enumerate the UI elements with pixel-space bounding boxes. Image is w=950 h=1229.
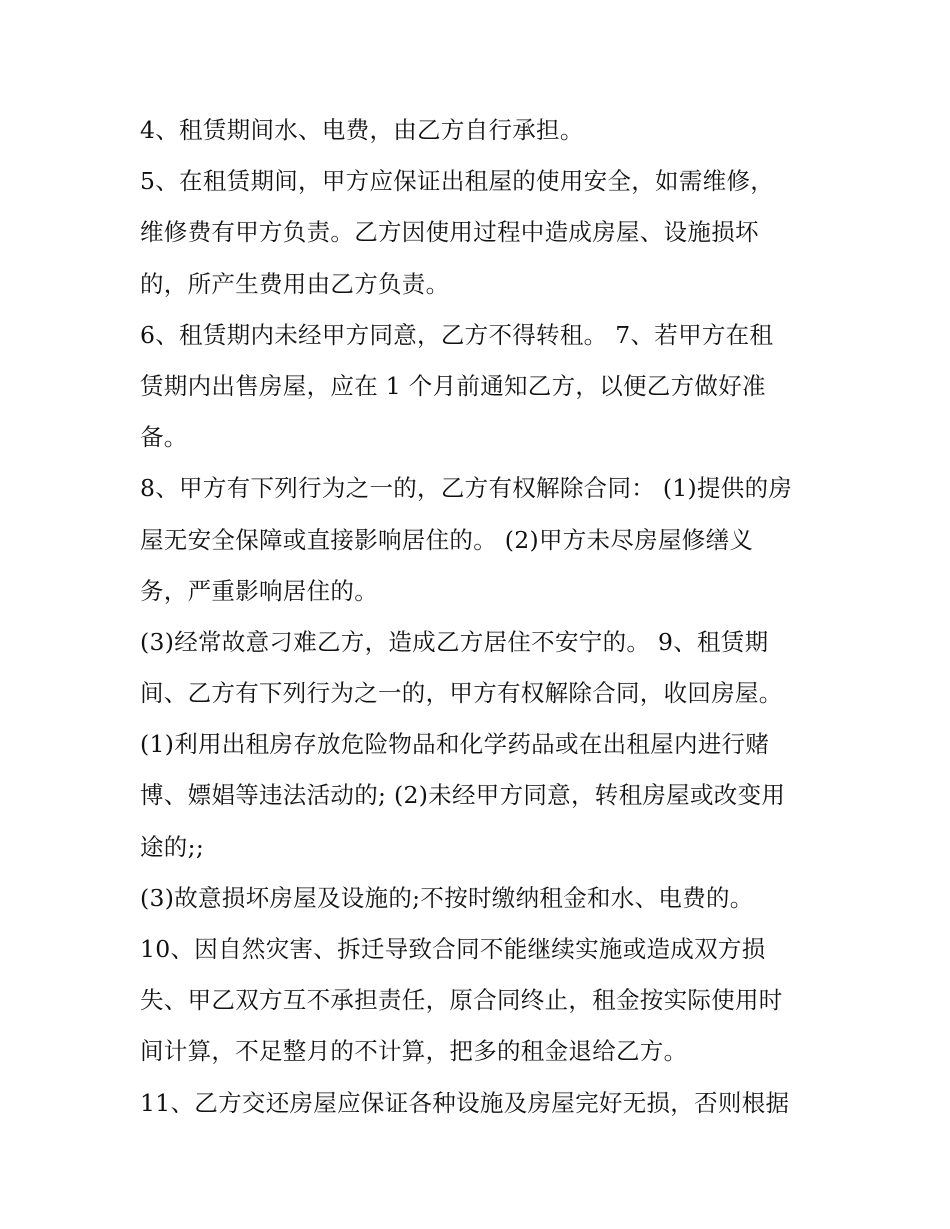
text-line: (1)利用出租房存放危险物品和化学药品或在出租屋内进行赌 [140,730,770,759]
text-line: 务，严重影响居住的。 [140,576,378,605]
text-line: 屋无安全保障或直接影响居住的。 (2)甲方未尽房屋修缮义 [140,525,754,554]
text-line: 失、甲乙双方互不承担责任，原合同终止，租金按实际使用时 [140,986,783,1015]
text-line: 10、因自然灾害、拆迁导致合同不能继续实施或造成双方损 [140,935,766,963]
document-body [140,105,820,1129]
text-line: 途的;; [140,832,205,861]
text-line: 博、嫖娼等违法活动的; (2)未经甲方同意，转租房屋或改变用 [140,781,786,810]
text-line: (3)经常故意刁难乙方，造成乙方居住不安宁的。 9、租赁期 [140,627,769,656]
text-line: 维修费有甲方负责。乙方因使用过程中造成房屋、设施损坏 [140,218,759,247]
text-line: 间计算，不足整月的不计算，把多的租金退给乙方。 [140,1037,688,1066]
text-line: (3)故意损坏房屋及设施的;不按时缴纳租金和水、电费的。 [140,883,754,912]
text-line: 11、乙方交还房屋应保证各种设施及房屋完好无损，否则根据 [140,1088,790,1117]
text-line: 8、甲方有下列行为之一的，乙方有权解除合同： (1)提供的房 [140,474,793,503]
text-line: 5、在租赁期间，甲方应保证出租屋的使用安全，如需维修， [140,167,775,196]
text-line: 间、乙方有下列行为之一的，甲方有权解除合同，收回房屋。 [140,679,783,708]
text-line: 6、租赁期内未经甲方同意，乙方不得转租。 7、若甲方在租 [140,320,774,349]
text-line: 的，所产生费用由乙方负责。 [140,269,450,298]
text-line: 4、租赁期间水、电费，由乙方自行承担。 [140,116,584,144]
text-line: 赁期内出售房屋，应在 1 个月前通知乙方，以便乙方做好准 [140,371,766,400]
text-line: 备。 [140,423,188,452]
